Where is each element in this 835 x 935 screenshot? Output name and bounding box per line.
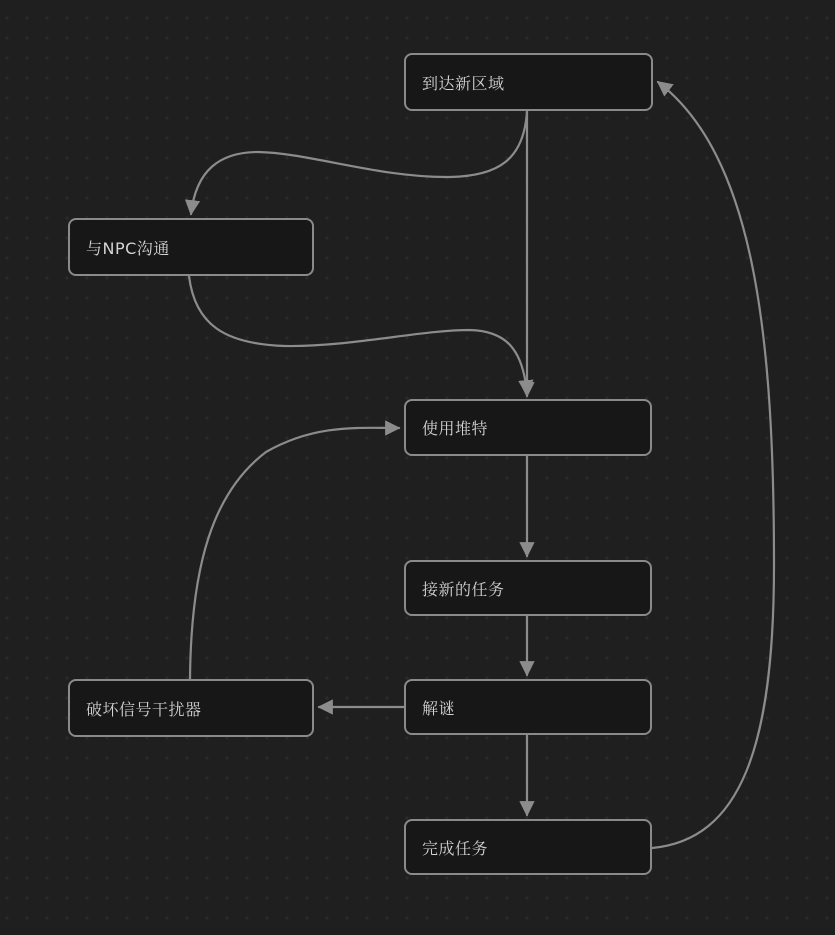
node-accept-new-task[interactable] <box>404 560 652 616</box>
node-complete-task[interactable] <box>404 819 652 875</box>
edge-npc-to-use-duite[interactable] <box>189 276 527 394</box>
edge-destroy-jammer-to-use-duite[interactable] <box>190 428 399 679</box>
edge-arrive-to-npc[interactable] <box>191 111 527 214</box>
node-arrive-new-area-label: 到达新区域 <box>422 73 505 93</box>
node-arrive-new-area[interactable] <box>404 53 653 111</box>
node-solve-puzzle-label: 解谜 <box>422 698 456 718</box>
edge-complete-task-to-arrive[interactable] <box>652 82 774 848</box>
node-accept-new-task-label: 接新的任务 <box>422 579 505 599</box>
node-npc-communicate-label: 与NPC沟通 <box>86 238 170 258</box>
node-use-duite[interactable] <box>404 399 652 456</box>
node-complete-task-label: 完成任务 <box>422 838 489 858</box>
node-destroy-signal-jammer[interactable] <box>68 679 314 737</box>
node-solve-puzzle[interactable] <box>404 679 652 735</box>
node-npc-communicate[interactable] <box>68 218 314 276</box>
node-destroy-signal-jammer-label: 破坏信号干扰器 <box>86 699 202 719</box>
node-use-duite-label: 使用堆特 <box>422 419 489 438</box>
